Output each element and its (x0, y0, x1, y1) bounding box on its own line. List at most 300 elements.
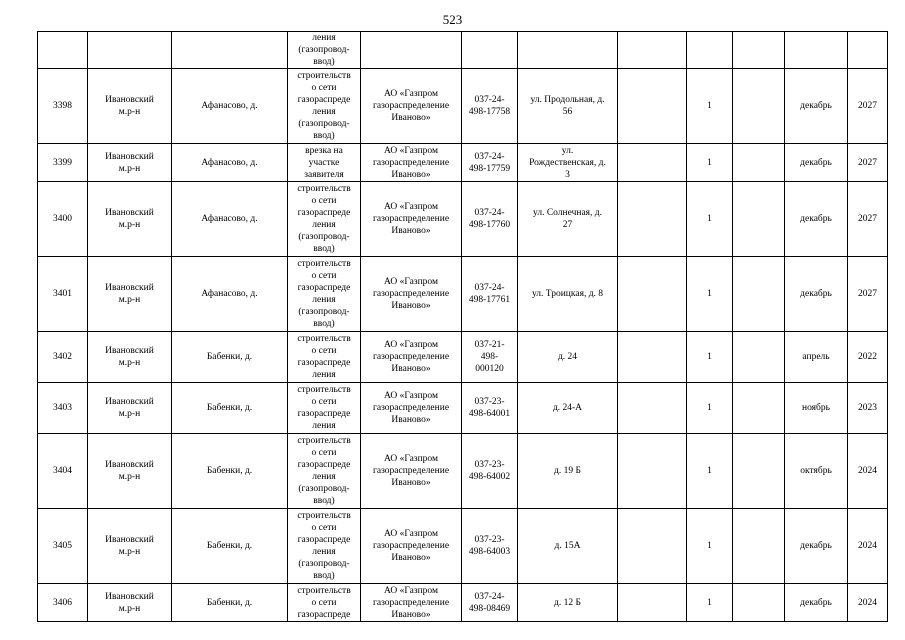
cell-work (288, 182, 361, 257)
cell-qty (687, 383, 733, 434)
cell-locality (172, 383, 288, 434)
year-value: 2027 (858, 157, 877, 168)
cell-address (518, 144, 618, 182)
district-line: м.р-н (118, 220, 141, 230)
district-line: Ивановский (105, 397, 154, 407)
address-line: ул. Продольная, д. (530, 95, 605, 105)
qty-value: 1 (707, 352, 712, 362)
org-line: газораспределение (372, 466, 450, 476)
work-line: заявителя (304, 169, 344, 180)
num-value: 3402 (53, 352, 72, 362)
cell-blank (733, 257, 785, 332)
num-value: 3404 (53, 466, 72, 476)
cell-qty (687, 69, 733, 144)
code-line: 037-24- (474, 95, 505, 105)
cell-blank (733, 69, 785, 144)
qty-value: 1 (707, 403, 712, 413)
month-value: декабрь (800, 214, 832, 224)
cell-blank (733, 32, 785, 69)
work-line: ввод) (313, 244, 335, 254)
cell-year (848, 584, 888, 622)
cell-locality (172, 32, 288, 69)
cell-org (361, 383, 462, 434)
work-line: (газопровод- (298, 559, 350, 569)
cell-address (518, 584, 618, 622)
district-line: м.р-н (118, 163, 141, 174)
org-line: АО «Газпром (383, 277, 438, 287)
cell-work (288, 383, 361, 434)
code-line: 037-24- (474, 151, 505, 162)
month-value: декабрь (800, 541, 832, 551)
num-value: 3401 (53, 289, 72, 299)
code-line: 498-17760 (468, 220, 511, 230)
cell-month (785, 434, 848, 509)
district-line: м.р-н (118, 358, 141, 368)
org-line: Иваново» (391, 364, 431, 374)
code-line: 037-23- (474, 460, 505, 470)
cell-year (848, 182, 888, 257)
cell-org (361, 69, 462, 144)
year-value: 2024 (858, 597, 877, 608)
page-number: 523 (442, 12, 463, 27)
locality-value: Афанасово, д. (201, 101, 258, 111)
year-value: 2027 (858, 289, 877, 299)
org-line: газораспределение (372, 214, 450, 224)
cell-org (361, 182, 462, 257)
cell-address (518, 32, 618, 69)
cell-blank (733, 584, 785, 622)
cell-blank (733, 182, 785, 257)
address-line: ул. (561, 145, 574, 156)
org-line: АО «Газпром (383, 529, 438, 539)
work-line: ввод) (313, 131, 335, 141)
cell-num (38, 434, 88, 509)
address-line: д. 24 (557, 352, 578, 362)
work-line: ления (312, 421, 336, 431)
cell-month (785, 69, 848, 144)
work-line: газораспреде (297, 535, 351, 545)
cell-year (848, 69, 888, 144)
cell-district (88, 332, 172, 383)
gasification-table (37, 31, 888, 622)
work-line: строительств (297, 71, 351, 81)
cell-work (288, 509, 361, 584)
org-line: газораспределение (372, 597, 450, 608)
work-line: о сети (311, 397, 337, 407)
locality-value: Афанасово, д. (201, 214, 258, 224)
code-line: 498-64002 (468, 472, 511, 482)
org-line: Иваново» (391, 609, 431, 620)
code-line: 037-24- (474, 208, 505, 218)
cell-month (785, 144, 848, 182)
cell-num (38, 69, 88, 144)
work-line: газораспреде (297, 460, 351, 470)
locality-value: Бабенки, д. (206, 403, 253, 413)
locality-value: Бабенки, д. (206, 466, 253, 476)
code-line: 498-17759 (468, 163, 511, 174)
cell-code (462, 144, 518, 182)
cell-blank (618, 434, 687, 509)
district-line: м.р-н (118, 409, 141, 419)
cell-district (88, 182, 172, 257)
cell-num (38, 144, 88, 182)
cell-blank (618, 584, 687, 622)
work-line: газораспреде (297, 409, 351, 419)
address-line: Рождественская, д. (529, 157, 606, 168)
code-line: 498-64001 (468, 409, 511, 419)
work-line: ления (312, 295, 336, 305)
org-line: АО «Газпром (383, 89, 438, 99)
work-line: врезка на (305, 145, 343, 156)
district-line: м.р-н (118, 472, 141, 482)
org-line: АО «Газпром (383, 585, 438, 596)
cell-qty (687, 182, 733, 257)
cell-org (361, 32, 462, 69)
cell-code (462, 509, 518, 584)
address-line: 27 (562, 220, 573, 230)
org-line: Иваново» (391, 478, 431, 488)
cell-year (848, 257, 888, 332)
cell-locality (172, 182, 288, 257)
org-line: газораспределение (372, 157, 450, 168)
cell-num (38, 383, 88, 434)
num-value: 3403 (53, 403, 72, 413)
cell-qty (687, 144, 733, 182)
cell-year (848, 383, 888, 434)
cell-org (361, 434, 462, 509)
cell-year (848, 509, 888, 584)
cell-qty (687, 32, 733, 69)
code-line: 498-64003 (468, 547, 511, 557)
address-line: д. 12 Б (554, 597, 581, 608)
district-line: Ивановский (105, 591, 154, 602)
cell-district (88, 257, 172, 332)
cell-district (88, 144, 172, 182)
cell-month (785, 584, 848, 622)
work-line: о сети (311, 448, 337, 458)
cell-locality (172, 144, 288, 182)
cell-num (38, 182, 88, 257)
work-line: о сети (311, 523, 337, 533)
cell-num (38, 257, 88, 332)
code-line: 000120 (475, 364, 504, 374)
year-value: 2027 (858, 214, 877, 224)
table-row-partial (38, 32, 888, 69)
work-line: ления (312, 220, 336, 230)
cell-qty (687, 332, 733, 383)
work-line: ления (312, 370, 336, 380)
table-row (38, 257, 888, 332)
cell-org (361, 509, 462, 584)
table-body (38, 32, 888, 622)
table-row (38, 383, 888, 434)
num-value: 3405 (53, 541, 72, 551)
cell-qty (687, 509, 733, 584)
code-line: 037-23- (474, 535, 505, 545)
cell-num (38, 509, 88, 584)
cell-org (361, 144, 462, 182)
work-line: (газопровод- (298, 484, 350, 494)
address-line: д. 24-А (552, 403, 583, 413)
cell-work (288, 144, 361, 182)
cell-locality (172, 69, 288, 144)
cell-address (518, 434, 618, 509)
district-line: м.р-н (118, 603, 141, 614)
num-value: 3398 (53, 101, 72, 111)
district-line: м.р-н (118, 295, 141, 305)
cell-year (848, 332, 888, 383)
cell-code (462, 32, 518, 69)
address-line: ул. Троицкая, д. 8 (531, 289, 604, 299)
cell-org (361, 257, 462, 332)
work-line: о сети (311, 83, 337, 93)
year-value: 2024 (858, 466, 877, 476)
org-line: Иваново» (391, 415, 431, 425)
cell-month (785, 509, 848, 584)
year-value: 2023 (858, 403, 877, 413)
work-line: строительств (297, 585, 351, 596)
work-line: ввод) (313, 319, 335, 329)
cell-year (848, 32, 888, 69)
table-row (38, 144, 888, 182)
work-line: (газопровод- (298, 307, 350, 317)
cell-blank (733, 509, 785, 584)
table-row (38, 69, 888, 144)
code-line: 498-17758 (468, 107, 511, 117)
work-line: (газопровод- (298, 232, 350, 242)
org-line: Иваново» (391, 553, 431, 563)
district-line: Ивановский (105, 283, 154, 293)
cell-district (88, 32, 172, 69)
work-line: (газопровод- (298, 45, 350, 55)
cell-num (38, 32, 88, 69)
cell-qty (687, 584, 733, 622)
work-line: газораспреде (297, 208, 351, 218)
code-line: 498- (480, 352, 499, 362)
work-line: ввод) (313, 571, 335, 581)
cell-blank (618, 32, 687, 69)
work-line: газораспреде (297, 283, 351, 293)
locality-value: Афанасово, д. (201, 157, 258, 168)
work-line: строительств (297, 436, 351, 446)
table-row (38, 182, 888, 257)
work-line: газораспреде (297, 358, 351, 368)
work-line: строительств (297, 511, 351, 521)
locality-value: Афанасово, д. (201, 289, 258, 299)
cell-blank (618, 144, 687, 182)
work-line: газораспреде (297, 95, 351, 105)
work-line: строительств (297, 385, 351, 395)
work-line: ления (312, 33, 336, 43)
table-row (38, 332, 888, 383)
cell-month (785, 332, 848, 383)
cell-district (88, 434, 172, 509)
district-line: м.р-н (118, 107, 141, 117)
table-row (38, 584, 888, 622)
code-line: 037-23- (474, 397, 505, 407)
cell-locality (172, 584, 288, 622)
code-line: 037-24- (474, 283, 505, 293)
num-value: 3399 (53, 157, 72, 168)
org-line: Иваново» (391, 169, 431, 180)
cell-address (518, 69, 618, 144)
org-line: АО «Газпром (383, 202, 438, 212)
cell-code (462, 434, 518, 509)
district-line: Ивановский (105, 95, 154, 105)
cell-code (462, 69, 518, 144)
cell-code (462, 383, 518, 434)
work-line: участке (308, 157, 340, 168)
code-line: 037-24- (474, 591, 505, 602)
cell-locality (172, 509, 288, 584)
address-line: ул. Солнечная, д. (533, 208, 602, 218)
cell-blank (618, 332, 687, 383)
cell-blank (618, 383, 687, 434)
cell-address (518, 182, 618, 257)
cell-district (88, 584, 172, 622)
org-line: Иваново» (391, 226, 431, 236)
cell-month (785, 32, 848, 69)
cell-month (785, 257, 848, 332)
work-line: (газопровод- (298, 119, 350, 129)
work-line: ления (312, 472, 336, 482)
org-line: АО «Газпром (383, 145, 438, 156)
month-value: октябрь (800, 466, 832, 476)
table-row (38, 509, 888, 584)
code-line: 498-17761 (468, 295, 511, 305)
district-line: Ивановский (105, 151, 154, 162)
cell-district (88, 69, 172, 144)
work-line: о сети (311, 196, 337, 206)
address-line: 3 (565, 169, 570, 180)
org-line: АО «Газпром (383, 391, 438, 401)
month-value: ноябрь (802, 403, 830, 413)
org-line: газораспределение (372, 352, 450, 362)
cell-blank (733, 434, 785, 509)
org-line: Иваново» (391, 301, 431, 311)
address-line: д. 15А (554, 541, 581, 551)
qty-value: 1 (707, 101, 712, 111)
district-line: Ивановский (105, 346, 154, 356)
cell-blank (618, 182, 687, 257)
work-line: строительств (297, 334, 351, 344)
work-line: строительств (297, 259, 351, 269)
cell-address (518, 257, 618, 332)
address-line: д. 19 Б (554, 466, 581, 476)
cell-num (38, 584, 88, 622)
qty-value: 1 (707, 214, 712, 224)
cell-work (288, 584, 361, 622)
cell-qty (687, 257, 733, 332)
cell-address (518, 383, 618, 434)
cell-blank (618, 69, 687, 144)
cell-code (462, 257, 518, 332)
org-line: АО «Газпром (383, 454, 438, 464)
org-line: газораспределение (372, 289, 450, 299)
year-value: 2027 (858, 101, 877, 111)
cell-num (38, 332, 88, 383)
num-value: 3400 (53, 214, 72, 224)
month-value: декабрь (800, 289, 832, 299)
cell-work (288, 434, 361, 509)
cell-address (518, 509, 618, 584)
cell-blank (733, 144, 785, 182)
table-row (38, 434, 888, 509)
cell-month (785, 383, 848, 434)
cell-work (288, 32, 361, 69)
work-line: газораспреде (297, 609, 351, 620)
address-line: 56 (562, 107, 573, 117)
cell-locality (172, 257, 288, 332)
cell-work (288, 332, 361, 383)
cell-month (785, 182, 848, 257)
month-value: декабрь (800, 157, 832, 168)
qty-value: 1 (707, 466, 712, 476)
cell-blank (618, 509, 687, 584)
cell-blank (733, 332, 785, 383)
district-line: м.р-н (118, 547, 141, 557)
cell-district (88, 383, 172, 434)
year-value: 2022 (858, 352, 877, 362)
cell-work (288, 257, 361, 332)
district-line: Ивановский (105, 208, 154, 218)
org-line: АО «Газпром (383, 340, 438, 350)
locality-value: Бабенки, д. (206, 541, 253, 551)
cell-district (88, 509, 172, 584)
work-line: ления (312, 107, 336, 117)
cell-year (848, 144, 888, 182)
locality-value: Бабенки, д. (206, 352, 253, 362)
qty-value: 1 (707, 289, 712, 299)
org-line: газораспределение (372, 403, 450, 413)
locality-value: Бабенки, д. (206, 597, 253, 608)
code-line: 037-21- (474, 340, 505, 350)
cell-blank (733, 383, 785, 434)
cell-org (361, 584, 462, 622)
cell-blank (618, 257, 687, 332)
cell-org (361, 332, 462, 383)
cell-code (462, 332, 518, 383)
month-value: апрель (802, 352, 830, 362)
month-value: декабрь (800, 101, 832, 111)
year-value: 2024 (858, 541, 877, 551)
work-line: о сети (311, 597, 337, 608)
org-line: Иваново» (391, 113, 431, 123)
cell-qty (687, 434, 733, 509)
district-line: Ивановский (105, 535, 154, 545)
qty-value: 1 (707, 157, 712, 168)
cell-code (462, 584, 518, 622)
qty-value: 1 (707, 597, 712, 608)
cell-locality (172, 332, 288, 383)
work-line: ввод) (313, 57, 335, 67)
code-line: 498-08469 (468, 603, 511, 614)
num-value: 3406 (53, 597, 72, 608)
org-line: газораспределение (372, 541, 450, 551)
qty-value: 1 (707, 541, 712, 551)
district-line: Ивановский (105, 460, 154, 470)
work-line: ления (312, 547, 336, 557)
cell-code (462, 182, 518, 257)
cell-locality (172, 434, 288, 509)
org-line: газораспределение (372, 101, 450, 111)
month-value: декабрь (800, 597, 832, 608)
cell-address (518, 332, 618, 383)
work-line: ввод) (313, 496, 335, 506)
cell-year (848, 434, 888, 509)
work-line: о сети (311, 346, 337, 356)
work-line: строительств (297, 184, 351, 194)
